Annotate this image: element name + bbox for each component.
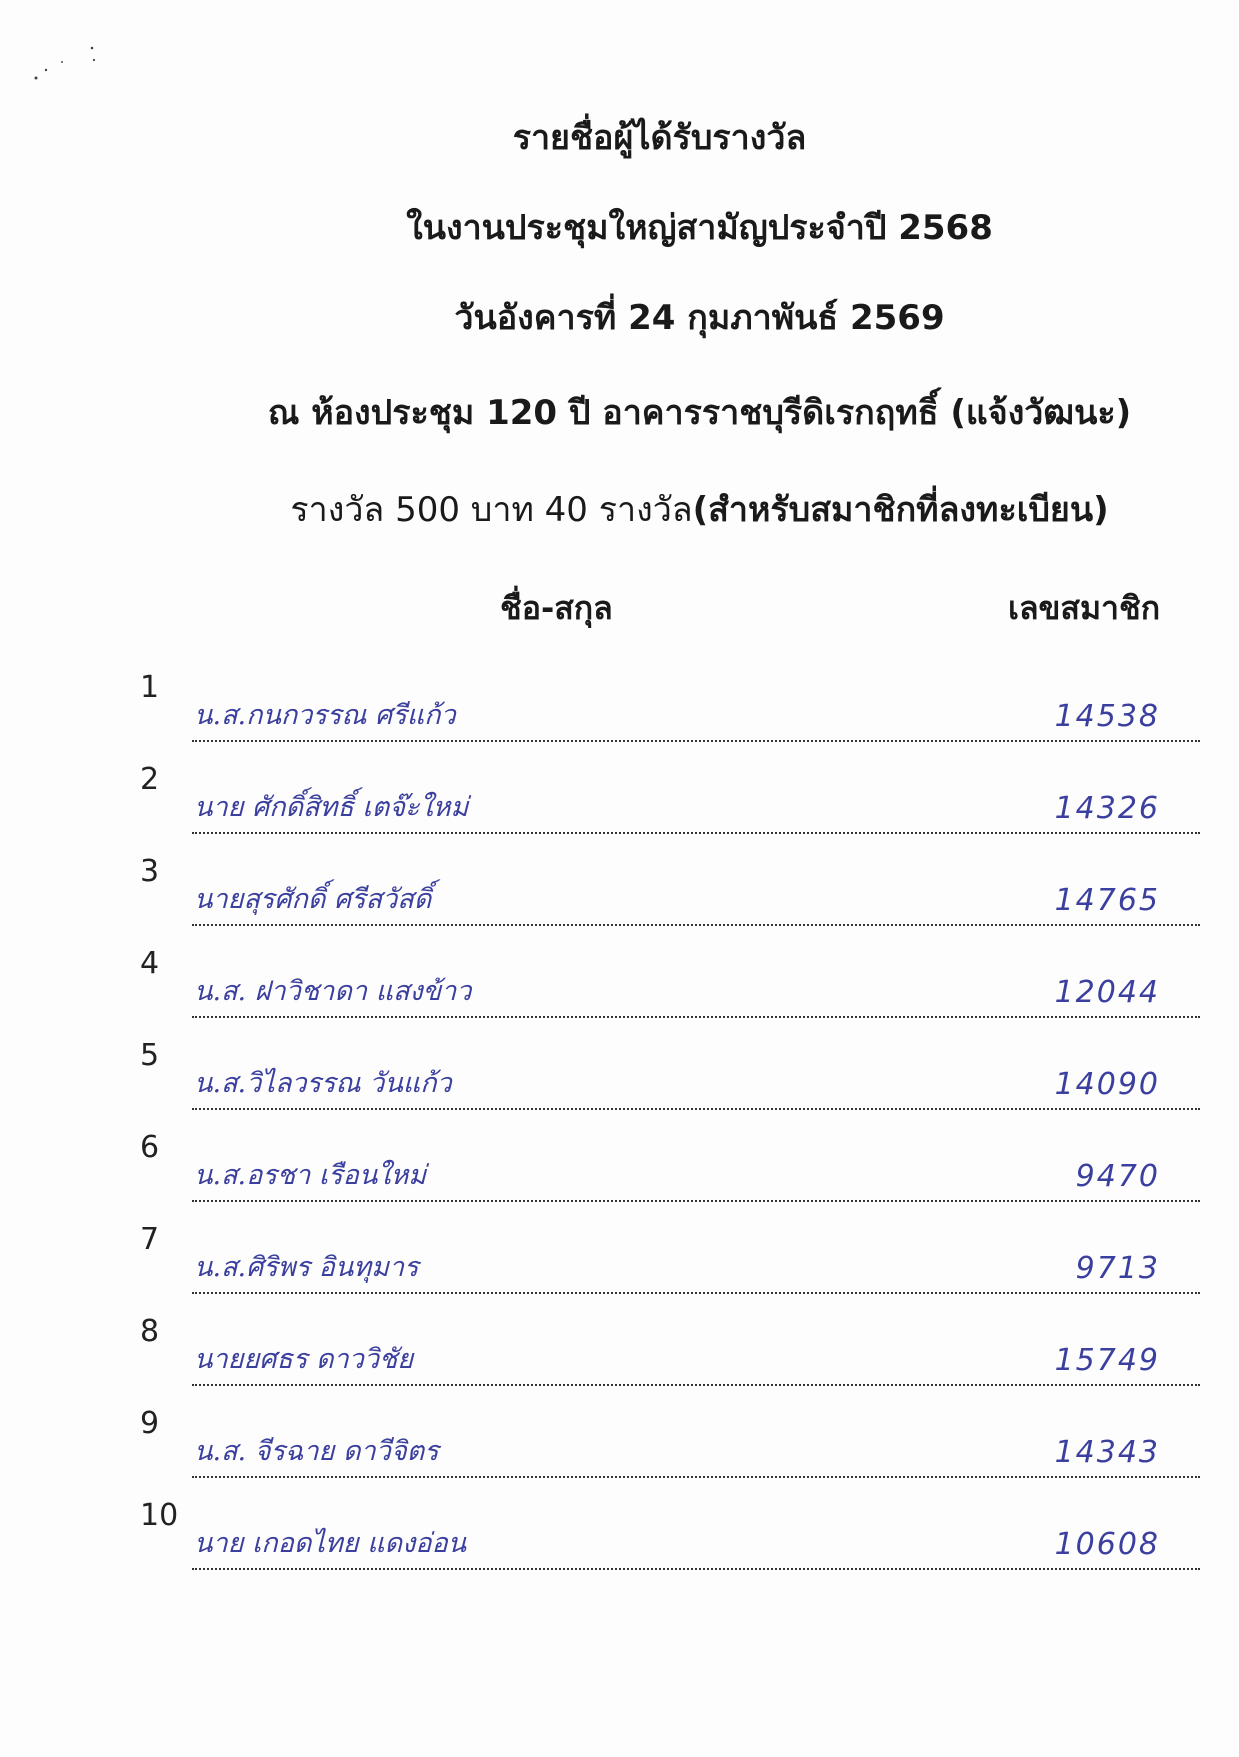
row-number: 5	[140, 1038, 160, 1073]
row-number: 7	[140, 1222, 160, 1257]
prize-line	[0, 490, 1239, 530]
table-row	[140, 762, 1200, 834]
handwritten-name: นาย ศักดิ์สิทธิ์ เตจ๊ะใหม่	[194, 792, 469, 823]
dotted-line	[192, 740, 1200, 742]
handwritten-name: นายยศธร ดาววิชัย	[194, 1344, 414, 1375]
row-number: 2	[140, 762, 160, 797]
handwritten-name: น.ส.วิไลวรรณ วันแก้ว	[194, 1068, 452, 1099]
table-row	[140, 1406, 1200, 1478]
dotted-line	[192, 832, 1200, 834]
venue-line: ณ ห้องประชุม 120 ปี อาคารราชบุรีดิเรกฤทธิ์ (แจ้งวัฒนะ)	[267, 393, 1132, 433]
date-line: วันอังคารที่ 24 กุมภาพันธ์ 2569	[454, 298, 945, 338]
handwritten-member-no: 14326	[1054, 791, 1160, 826]
handwritten-member-no: 12044	[1054, 975, 1160, 1010]
handwritten-member-no: 14765	[1054, 883, 1160, 918]
dotted-line	[192, 1108, 1200, 1110]
dotted-line	[192, 924, 1200, 926]
dotted-line	[192, 1016, 1200, 1018]
table-row	[140, 1498, 1200, 1570]
handwritten-name: น.ส. จีรฉาย ดาวีจิตร	[194, 1436, 439, 1467]
dotted-line	[192, 1568, 1200, 1570]
handwritten-member-no: 15749	[1054, 1343, 1160, 1378]
handwritten-name: น.ส.กนกวรรณ ศรีแก้ว	[194, 700, 456, 731]
table-row	[140, 1038, 1200, 1110]
row-number: 10	[140, 1498, 179, 1533]
column-header-member-no: เลขสมาชิก	[1008, 589, 1161, 627]
row-number: 4	[140, 946, 160, 981]
row-number: 3	[140, 854, 160, 889]
column-header-name: ชื่อ-สกุล	[500, 589, 613, 627]
table-row	[140, 1130, 1200, 1202]
prize-amount: รางวัล 500 บาท 40 รางวัล	[290, 490, 693, 530]
handwritten-member-no: 14343	[1054, 1435, 1160, 1470]
dotted-line	[192, 1292, 1200, 1294]
document-title: รายชื่อผู้ได้รับรางวัล	[512, 118, 807, 158]
handwritten-name: นาย เกอดไทย แดงอ่อน	[194, 1528, 467, 1559]
meeting-line: ในงานประชุมใหญ่สามัญประจำปี 2568	[406, 208, 993, 248]
handwritten-member-no: 9470	[1075, 1159, 1160, 1194]
handwritten-member-no: 9713	[1075, 1251, 1160, 1286]
handwritten-member-no: 10608	[1054, 1527, 1160, 1562]
handwritten-name: นายสุรศักดิ์ ศรีสวัสดิ์	[194, 884, 432, 915]
handwritten-name: น.ส. ฝาวิชาดา แสงข้าว	[194, 976, 472, 1007]
dotted-line	[192, 1200, 1200, 1202]
handwritten-member-no: 14538	[1054, 699, 1160, 734]
row-number: 9	[140, 1406, 160, 1441]
handwritten-member-no: 14090	[1054, 1067, 1160, 1102]
prize-note: (สำหรับสมาชิกที่ลงทะเบียน)	[692, 490, 1109, 530]
row-number: 6	[140, 1130, 160, 1165]
row-number: 8	[140, 1314, 160, 1349]
scan-specks	[30, 40, 110, 100]
handwritten-name: น.ส.ศิริพร อินทุมาร	[194, 1252, 419, 1283]
row-number: 1	[140, 670, 160, 705]
dotted-line	[192, 1476, 1200, 1478]
dotted-line	[192, 1384, 1200, 1386]
table-row	[140, 854, 1200, 926]
handwritten-name: น.ส.อรชา เรือนใหม่	[194, 1160, 427, 1191]
table-row	[140, 670, 1200, 742]
table-row	[140, 1222, 1200, 1294]
table-row	[140, 1314, 1200, 1386]
table-row	[140, 946, 1200, 1018]
